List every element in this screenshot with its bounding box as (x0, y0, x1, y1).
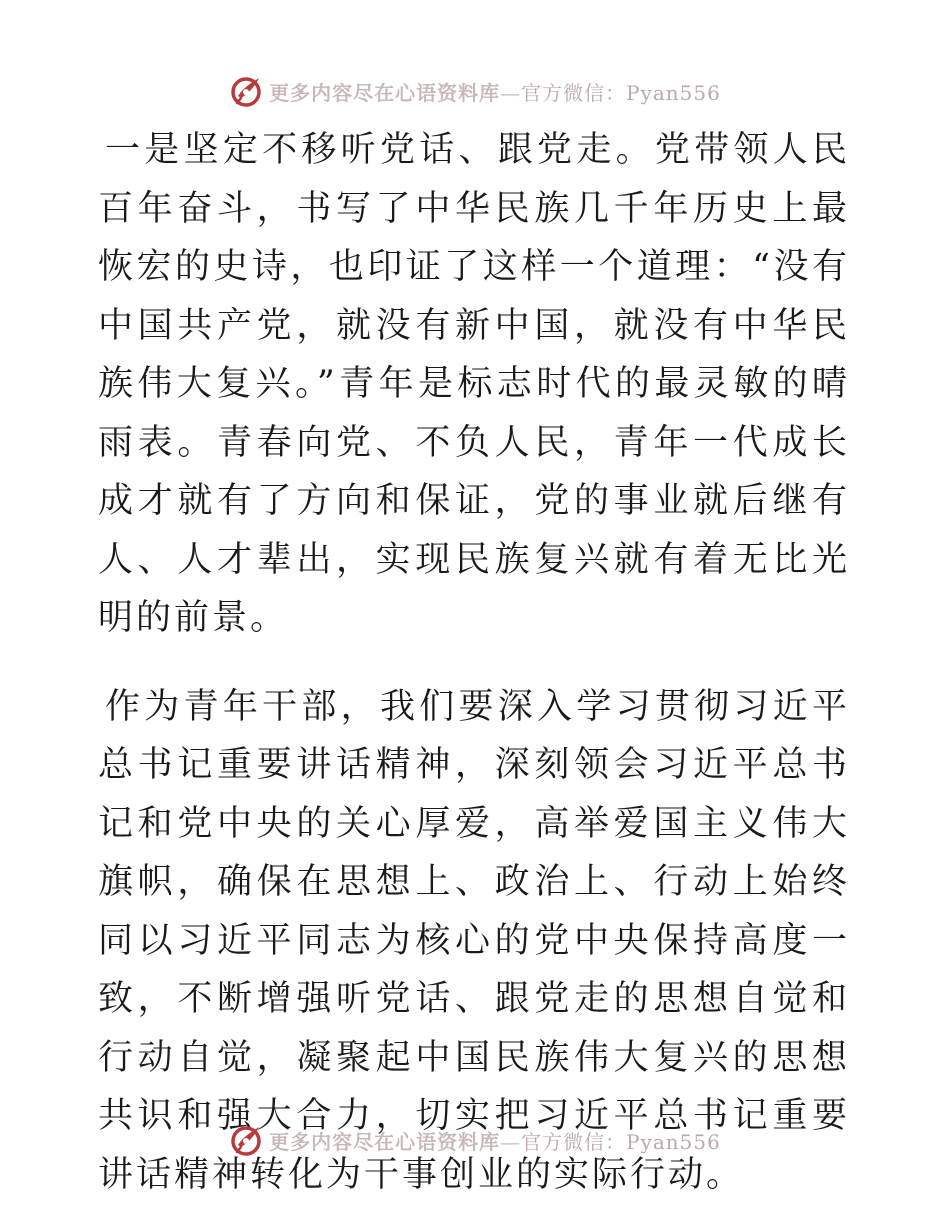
header-watermark-banner (0, 71, 950, 111)
footer-banner-text (269, 1126, 721, 1155)
paragraph-1: 一是坚定不移听党话、跟党走。党带领人民百年奋斗，书写了中华民族几千年历史上最恢宏的史诗，也印证了这样一个道理：“没有中国共产党，就没有新中国，就没有中华民族伟大复兴。”青年是标志时代的最灵敏的晴雨表。青春向党、不负人民，青年一代成长成才就有了方向和保证，党的事业就后继有人、人才辈出，实现民族复兴就有着无比光明的前景。 (98, 130, 850, 638)
quill-pen-logo-icon (229, 74, 263, 108)
header-banner-dash: — (500, 80, 522, 105)
header-banner-text (269, 77, 721, 106)
footer-banner-dash: — (500, 1129, 522, 1154)
header-banner-main: 更多内容尽在心语资料库 (269, 80, 501, 105)
footer-banner-main: 更多内容尽在心语资料库 (269, 1129, 501, 1154)
quill-pen-logo-icon (229, 1123, 263, 1157)
document-body (98, 121, 850, 1204)
footer-watermark-banner (0, 1120, 950, 1160)
footer-banner-wechat: 官方微信：Pyan556 (521, 1129, 721, 1154)
header-banner-wechat: 官方微信：Pyan556 (521, 80, 721, 105)
paragraph-2: 作为青年干部，我们要深入学习贯彻习近平总书记重要讲话精神，深刻领会习近平总书记和党中央的关心厚爱，高举爱国主义伟大旗帜，确保在思想上、政治上、行动上始终同以习近平同志为核心的党中央保持高度一致，不断增强听党话、跟党走的思想自觉和行动自觉，凝聚起中国民族伟大复兴的思想共识和强大合力，切实把习近平总书记重要讲话精神转化为干事创业的实际行动。 (98, 686, 850, 1195)
